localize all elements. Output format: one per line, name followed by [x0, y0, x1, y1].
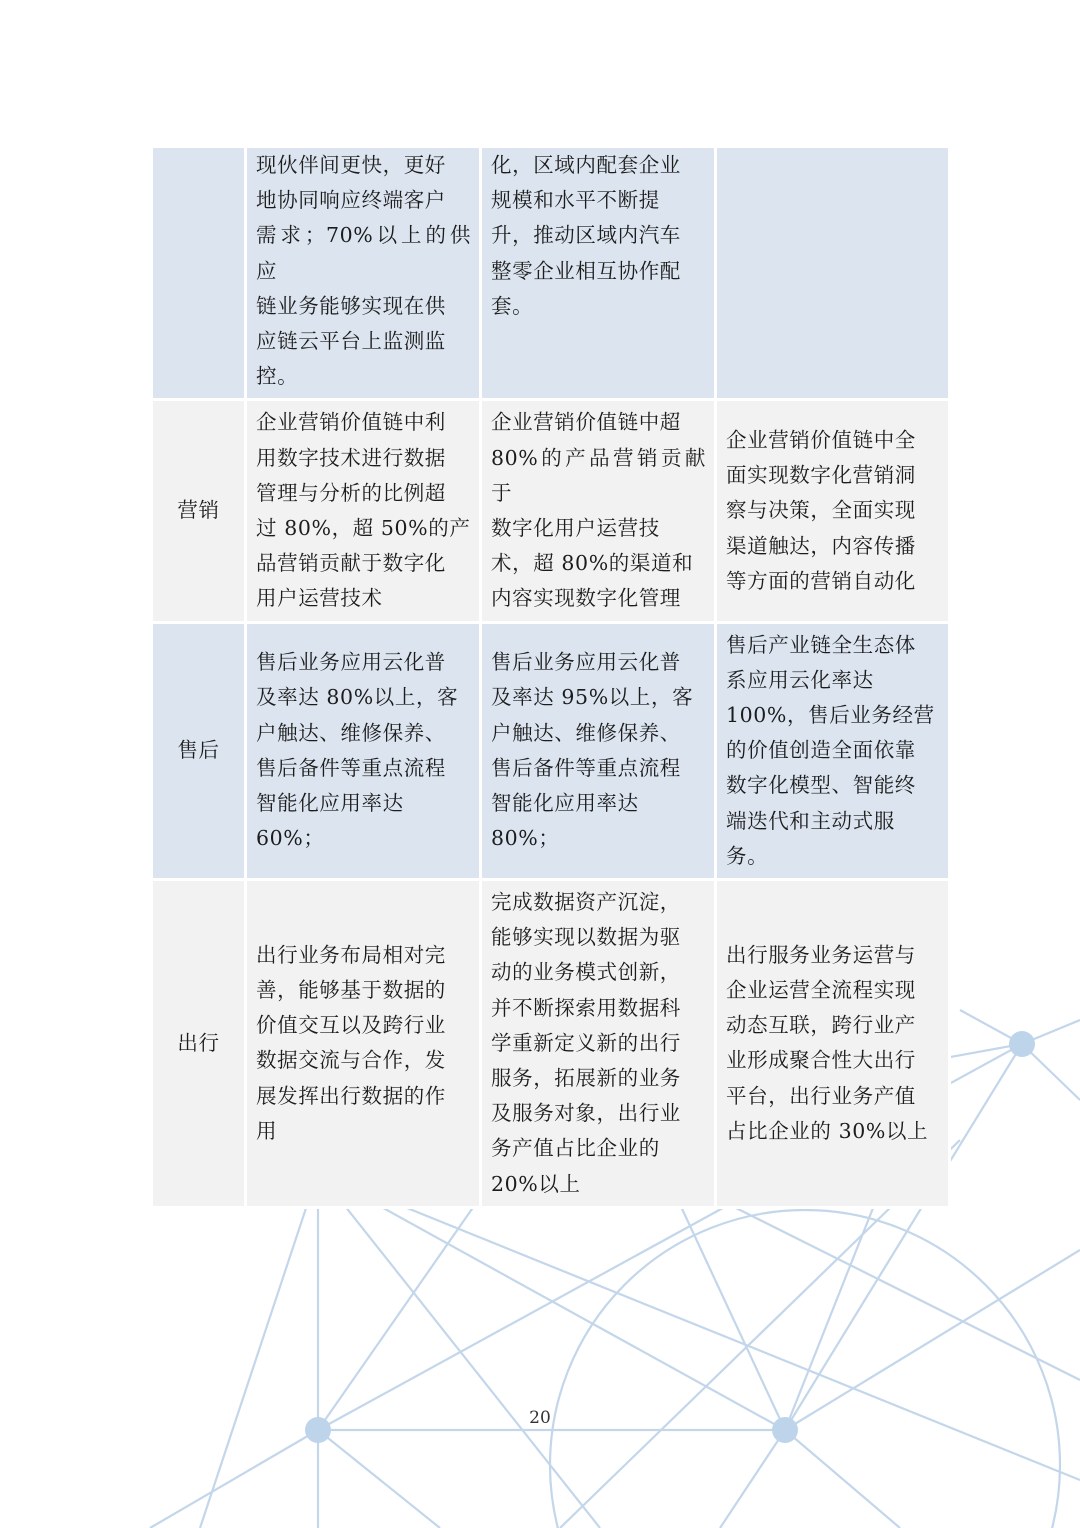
table-cell: [246, 880, 481, 1208]
cell-text: 出行服务业务运营与 企业运营全流程实现 动态互联，跨行业产 业形成聚合性大出行 平台，出行业务产值 占比企业的 30%以上: [726, 942, 929, 1143]
cell-text: 出行业务布局相对完 善，能够基于数据的 价值交互以及跨行业 数据交流与合作，发 展发挥出行数据的作 用: [256, 942, 446, 1143]
table-cell: [716, 400, 950, 622]
table-cell: [716, 147, 950, 400]
table-cell: [716, 880, 950, 1208]
table-cell: [481, 147, 716, 400]
category-cell: [152, 147, 246, 400]
category-cell: [152, 880, 246, 1208]
table-cell: [481, 400, 716, 622]
table-cell: [246, 622, 481, 879]
cell-text: 企业营销价值链中超 80%的产品营销贡献于 数字化用户运营技 术，超 80%的渠道和 内容实现数字化管理: [491, 410, 706, 611]
cell-text: 现伙伴间更快，更好 地协同响应终端客户 需求；70%以上的供应 链业务能够实现在供 应链云平台上监测监 控。: [256, 153, 471, 389]
page-number: 20: [529, 1408, 551, 1428]
cell-text: 企业营销价值链中利 用数字技术进行数据 管理与分析的比例超 过 80%，超 50%的产 品营销贡献于数字化 用户运营技术: [256, 410, 471, 611]
cell-text: 售后业务应用云化普 及率达 80%以上，客 户触达、维修保养、 售后备件等重点流程 智能化应用率达 60%；: [256, 650, 459, 851]
category-cell: [152, 622, 246, 879]
cell-text: 售后产业链全生态体 系应用云化率达 100%，售后业务经营 的价值创造全面依靠 数字化模型、智能终 端迭代和主动式服 务。: [726, 632, 935, 868]
cell-text: 售后业务应用云化普 及率达 95%以上，客 户触达、维修保养、 售后备件等重点流程 智能化应用率达 80%；: [491, 650, 694, 851]
table-row: [152, 622, 950, 879]
digital-target-table: [150, 145, 951, 1209]
table-cell: [246, 147, 481, 400]
cell-text: 完成数据资产沉淀， 能够实现以数据为驱 动的业务模式创新， 并不断探索用数据科 学重新定义新的出行 服务，拓展新的业务 及服务对象，出行业 务产值占比企业的 20%以上: [491, 890, 681, 1196]
table-cell: [246, 400, 481, 622]
category-label: 售后: [177, 738, 220, 763]
cell-text: 企业营销价值链中全 面实现数字化营销洞 察与决策，全面实现 渠道触达，内容传播 等方面的营销自动化: [726, 428, 916, 593]
table-row: [152, 880, 950, 1208]
table-cell: [481, 880, 716, 1208]
category-label: 营销: [177, 498, 220, 523]
table-cell: [481, 622, 716, 879]
table-cell: [716, 622, 950, 879]
category-cell: [152, 400, 246, 622]
table-row: [152, 400, 950, 622]
cell-text: 化，区域内配套企业 规模和水平不断提 升，推动区域内汽车 整零企业相互协作配 套。: [491, 153, 681, 318]
table-row: [152, 147, 950, 400]
category-label: 出行: [177, 1030, 220, 1055]
